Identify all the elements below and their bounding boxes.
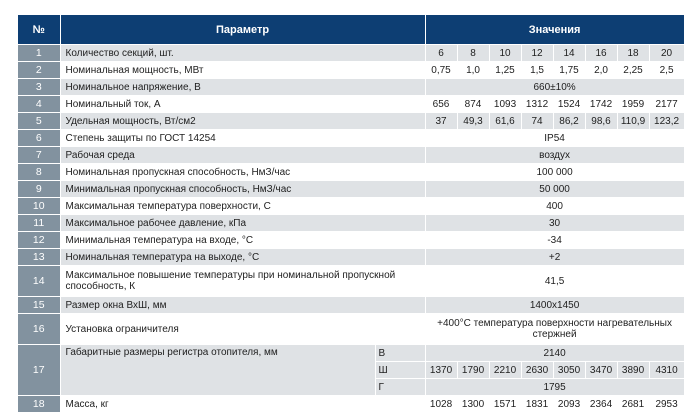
parameter-name: Удельная мощность, Вт/см2 <box>60 113 425 130</box>
value-cell: 2953 <box>649 396 684 413</box>
value-cell: 3890 <box>617 362 649 379</box>
table-row <box>18 45 684 62</box>
dimension-label: Г <box>375 379 425 396</box>
value-cell: 0,75 <box>425 62 457 79</box>
value-cell: 98,6 <box>585 113 617 130</box>
row-number: 2 <box>18 62 60 79</box>
table-row <box>18 147 684 164</box>
value-cell: 30 <box>425 215 684 232</box>
row-number: 10 <box>18 198 60 215</box>
header-num: № <box>18 15 60 45</box>
table-row <box>18 215 684 232</box>
value-cell: 12 <box>521 45 553 62</box>
value-cell: 2364 <box>585 396 617 413</box>
value-cell: 3470 <box>585 362 617 379</box>
value-cell: 1831 <box>521 396 553 413</box>
table-row <box>18 79 684 96</box>
table-row <box>18 232 684 249</box>
value-cell: 4310 <box>649 362 684 379</box>
parameter-name: Номинальная температура на выходе, °С <box>60 249 425 266</box>
value-cell: 2140 <box>425 345 684 362</box>
value-cell: 1093 <box>489 96 521 113</box>
value-cell: 1400х1450 <box>425 297 684 314</box>
parameter-name: Рабочая среда <box>60 147 425 164</box>
header-values: Значения <box>425 15 684 45</box>
value-cell: 2,0 <box>585 62 617 79</box>
value-cell: 1,5 <box>521 62 553 79</box>
spec-table <box>18 15 685 413</box>
value-cell: 1,75 <box>553 62 585 79</box>
table-row <box>18 164 684 181</box>
row-number: 4 <box>18 96 60 113</box>
value-cell: 86,2 <box>553 113 585 130</box>
parameter-name: Номинальная мощность, МВт <box>60 62 425 79</box>
parameter-name: Габаритные размеры регистра отопителя, мм <box>60 345 375 396</box>
row-number: 12 <box>18 232 60 249</box>
value-cell: 2630 <box>521 362 553 379</box>
row-number: 17 <box>18 345 60 396</box>
value-cell: 2,25 <box>617 62 649 79</box>
table-row <box>18 130 684 147</box>
row-number: 3 <box>18 79 60 96</box>
value-cell: 61,6 <box>489 113 521 130</box>
header-param: Параметр <box>60 15 425 45</box>
value-cell: 1571 <box>489 396 521 413</box>
value-cell: 660±10% <box>425 79 684 96</box>
parameter-name: Номинальная пропускная способность, НмЗ/час <box>60 164 425 181</box>
parameter-name: Степень защиты по ГОСТ 14254 <box>60 130 425 147</box>
value-cell: 1524 <box>553 96 585 113</box>
parameter-name: Установка ограничителя <box>60 314 425 345</box>
table-row <box>18 396 684 413</box>
value-cell: 2210 <box>489 362 521 379</box>
value-cell: 1,25 <box>489 62 521 79</box>
table-row <box>18 181 684 198</box>
value-cell: 37 <box>425 113 457 130</box>
parameter-name: Масса, кг <box>60 396 425 413</box>
value-cell: 1790 <box>457 362 489 379</box>
value-cell: 1,0 <box>457 62 489 79</box>
value-cell: +400°С температура поверхности нагревательных стержней <box>425 314 684 345</box>
value-cell: 1312 <box>521 96 553 113</box>
value-cell: 41,5 <box>425 266 684 297</box>
table-row <box>18 62 684 79</box>
row-number: 16 <box>18 314 60 345</box>
parameter-name: Максимальное рабочее давление, кПа <box>60 215 425 232</box>
value-cell: 49,3 <box>457 113 489 130</box>
table-row <box>18 314 684 345</box>
value-cell: 123,2 <box>649 113 684 130</box>
row-number: 1 <box>18 45 60 62</box>
parameter-name: Количество секций, шт. <box>60 45 425 62</box>
row-number: 8 <box>18 164 60 181</box>
value-cell: 3050 <box>553 362 585 379</box>
row-number: 7 <box>18 147 60 164</box>
table-row <box>18 198 684 215</box>
row-number: 11 <box>18 215 60 232</box>
row-number: 6 <box>18 130 60 147</box>
value-cell: 874 <box>457 96 489 113</box>
value-cell: 2093 <box>553 396 585 413</box>
table-row <box>18 96 684 113</box>
row-number: 18 <box>18 396 60 413</box>
value-cell: 6 <box>425 45 457 62</box>
dimension-label: В <box>375 345 425 362</box>
row-number: 13 <box>18 249 60 266</box>
table-row <box>18 266 684 297</box>
parameter-name: Номинальное напряжение, В <box>60 79 425 96</box>
value-cell: 8 <box>457 45 489 62</box>
value-cell: 1742 <box>585 96 617 113</box>
table-row <box>18 345 684 362</box>
table-row <box>18 297 684 314</box>
value-cell: 20 <box>649 45 684 62</box>
row-number: 9 <box>18 181 60 198</box>
value-cell: 110,9 <box>617 113 649 130</box>
table-row <box>18 113 684 130</box>
value-cell: 100 000 <box>425 164 684 181</box>
value-cell: 1370 <box>425 362 457 379</box>
value-cell: 656 <box>425 96 457 113</box>
parameter-name: Максимальная температура поверхности, С <box>60 198 425 215</box>
value-cell: -34 <box>425 232 684 249</box>
value-cell: 400 <box>425 198 684 215</box>
parameter-name: Максимальное повышение температуры при номинальной пропускной способность, К <box>60 266 425 297</box>
parameter-name: Минимальная температура на входе, °С <box>60 232 425 249</box>
value-cell: 1300 <box>457 396 489 413</box>
value-cell: 1959 <box>617 96 649 113</box>
value-cell: 1028 <box>425 396 457 413</box>
value-cell: 14 <box>553 45 585 62</box>
value-cell: 2177 <box>649 96 684 113</box>
parameter-name: Минимальная пропускная способность, НмЗ/час <box>60 181 425 198</box>
value-cell: 74 <box>521 113 553 130</box>
value-cell: 1795 <box>425 379 684 396</box>
value-cell: 2,5 <box>649 62 684 79</box>
parameter-name: Размер окна ВхШ, мм <box>60 297 425 314</box>
dimension-label: Ш <box>375 362 425 379</box>
value-cell: 10 <box>489 45 521 62</box>
header-row <box>18 15 684 45</box>
parameter-name: Номинальный ток, А <box>60 96 425 113</box>
value-cell: 2681 <box>617 396 649 413</box>
value-cell: +2 <box>425 249 684 266</box>
table-row <box>18 249 684 266</box>
row-number: 5 <box>18 113 60 130</box>
value-cell: IP54 <box>425 130 684 147</box>
value-cell: 50 000 <box>425 181 684 198</box>
value-cell: 16 <box>585 45 617 62</box>
value-cell: 18 <box>617 45 649 62</box>
row-number: 15 <box>18 297 60 314</box>
row-number: 14 <box>18 266 60 297</box>
value-cell: воздух <box>425 147 684 164</box>
